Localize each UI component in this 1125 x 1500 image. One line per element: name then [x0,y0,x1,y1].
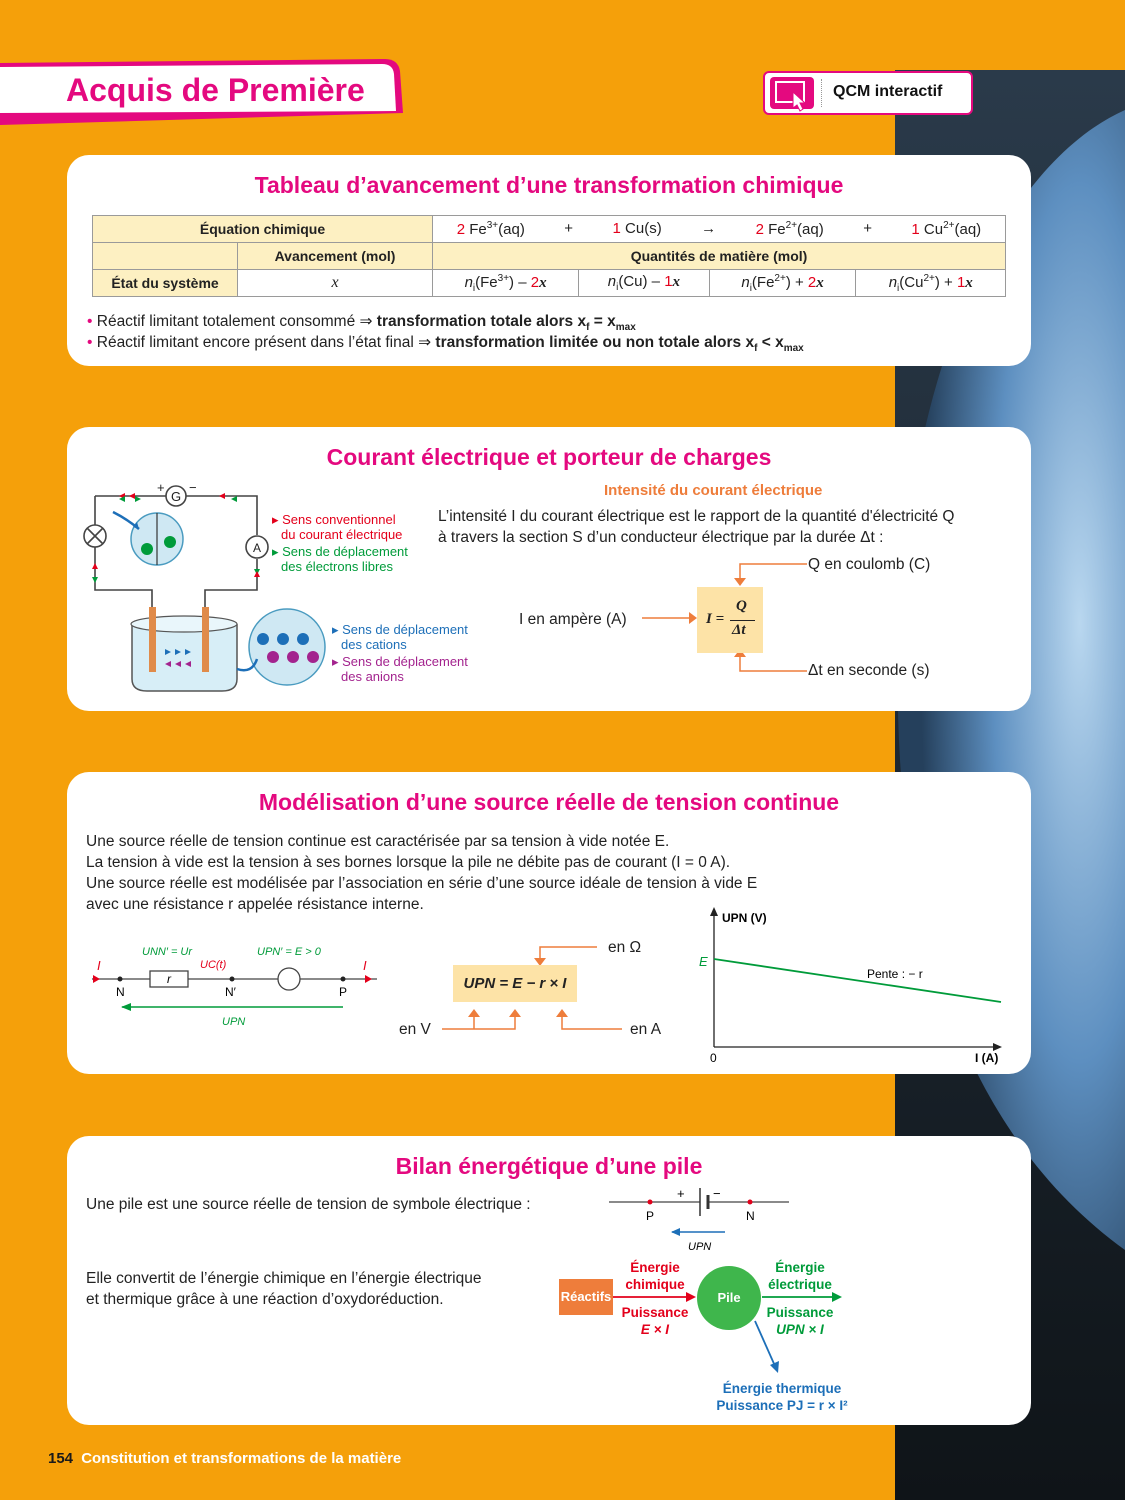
paragraph-1: Une source réelle de tension continue est caractérisée par sa tension à vide notée E. [86,833,670,850]
svg-text:N′: N′ [225,985,236,999]
upn-formula-box: UPN = E − r × I [453,965,577,1002]
energie-electrique: Énergie électrique [768,1260,832,1292]
legend-anions: ▸ Sens de déplacement des anions [332,654,468,684]
page-title: Acquis de Première [66,72,365,108]
section-title: Courant électrique et porteur de charges [326,444,772,470]
electrode-right [202,607,209,672]
svg-text:UPN: UPN [222,1016,246,1028]
avancement-table [92,215,1006,297]
avancement-label: Avancement (mol) [238,243,433,270]
paragraph-3: Une source réelle est modélisée par l’association en série d’une source idéale de tension à vide E [86,875,758,892]
bullet-total: • Réactif limitant totalement consommé ⇒ transformation totale alors $x_f = x_{max}$ [87,313,636,334]
svg-text:N: N [746,1209,755,1223]
touch-screen-icon [767,73,817,113]
characteristic-graph [697,902,1017,1072]
pile-circle: Pile [697,1266,761,1330]
legend-conventional-current: ▸ Sens conventionnel du courant électrique [272,512,403,542]
etat-label: État du système [93,270,238,297]
svg-text:UPN (V): UPN (V) [722,911,767,925]
intensity-arrows [632,554,952,704]
section-title: Tableau d’avancement d’une transformation chimique [254,172,844,198]
svg-text:UNN′ = Ur: UNN′ = Ur [142,946,193,958]
svg-text:−: − [713,1186,721,1201]
x-symbol: x [238,270,433,297]
svg-text:UPN: UPN [688,1241,712,1253]
svg-text:UPN′ = E > 0: UPN′ = E > 0 [257,946,321,958]
svg-text:I (A): I (A) [975,1051,999,1065]
equation-label: Équation chimique [93,216,433,243]
svg-text:+: + [677,1186,685,1201]
qcm-label: QCM interactif [833,83,943,100]
intensity-subtitle: Intensité du courant électrique [604,482,823,499]
pile-convert-line2: et thermique grâce à une réaction d’oxydoréduction. [86,1291,444,1308]
unit-ampere: en A [630,1021,662,1038]
paragraph-4: avec une résistance r appelée résistance interne. [86,896,424,913]
svg-text:Pente : − r: Pente : − r [867,967,923,981]
energie-chimique: Énergie chimique [625,1260,685,1292]
dt-unit-label: Δt en seconde (s) [808,662,930,679]
svg-text:N: N [116,985,125,999]
unit-volt: en V [399,1021,431,1038]
card-source-reelle [67,772,1031,1074]
svg-text:G: G [170,489,182,504]
q-unit-label: Q en coulomb (C) [808,556,931,573]
chemical-equation: 2 $Fe^{3+}(aq)$ + 1 Cu(s) → 2 $Fe^{2+}(aq)$ + 1 $Cu^{2+}(aq)$ [433,216,1006,243]
qcm-button[interactable] [763,71,973,115]
puissance-electrique: Puissance UPN × I [766,1305,834,1337]
cell-cu2: $n_i(Cu^{2+}) + 1x$ [856,270,1006,297]
quantites-label: Quantités de matière (mol) [433,243,1006,270]
paragraph-2: La tension à vide est la tension à ses bornes lorsque la pile ne débite pas de courant (I = 0 A). [86,854,731,871]
puissance-chimique: Puissance E × I [621,1305,689,1337]
svg-text:0: 0 [710,1051,717,1065]
svg-text:UC(t): UC(t) [200,959,227,971]
section-title: Bilan énergétique d’une pile [395,1153,703,1179]
svg-text:−: − [189,480,197,495]
intensity-line1: L’intensité I du courant électrique est le rapport de la quantité d'électricité Q [438,508,955,525]
card-courant-electrique [67,427,1031,711]
ion-zoom-icon [249,609,325,685]
svg-text:+: + [157,480,165,495]
i-unit-label: I en ampère (A) [519,611,627,628]
page-footer [48,1450,401,1467]
electrode-left [149,607,156,672]
page-number: 154 [48,1450,74,1467]
svg-text:I: I [363,958,367,973]
source-model-circuit [87,937,387,1037]
legend-electrons: ▸ Sens de déplacement des électrons libres [272,544,408,574]
pile-symbol-text: Une pile est une source réelle de tension de symbole électrique : [86,1196,531,1213]
intensity-line2: à travers la section S d’un conducteur électrique par la durée Δt : [438,529,884,546]
svg-text:r: r [167,972,171,986]
cell-fe2: $n_i(Fe^{2+}) + 2x$ [709,270,856,297]
card-bilan-energetique [67,1136,1031,1425]
bullet-limitee: • Réactif limitant encore présent dans l’état final ⇒ transformation limitée ou non totale alors $x_f < x_{max}$ [87,334,804,355]
electrolysis-beaker [132,624,237,691]
svg-text:I: I [97,958,101,973]
energie-thermique: Énergie thermique Puissance PJ = r × I² [716,1381,848,1413]
chapter-title: Constitution et transformations de la matière [81,1450,402,1467]
reactifs-box: Réactifs [559,1279,613,1315]
section-title: Modélisation d’une source réelle de tension continue [258,789,840,815]
cell-fe3: $n_i(Fe^{3+}) - 2x$ [433,270,579,297]
svg-text:P: P [646,1209,655,1223]
svg-text:E: E [699,954,708,969]
legend-cations: ▸ Sens de déplacement des cations [332,622,468,652]
unit-ohm: en Ω [608,939,642,956]
intensity-formula-box: I = Q Δt [697,587,763,653]
pile-convert-line1: Elle convertit de l’énergie chimique en l’énergie électrique [86,1270,482,1287]
svg-text:A: A [252,541,262,555]
cell-cu: $n_i(Cu) - 1x$ [579,270,710,297]
svg-text:P: P [339,985,348,999]
card-tableau-avancement [67,155,1031,366]
